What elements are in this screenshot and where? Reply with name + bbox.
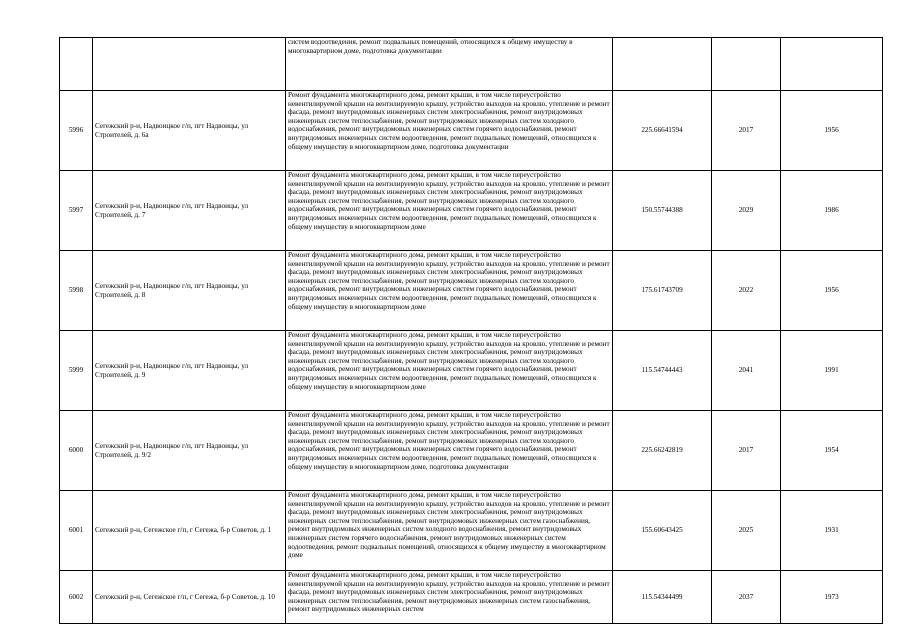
built-year-cell: 1973 — [781, 571, 883, 624]
address-cell: Сегежский р-н, Надвоицкое г/п, пгт Надвоицы, ул Строителей, д. 6а — [93, 91, 286, 171]
works-text: систем водоотведения, ремонт подвальных помещений, относящихся к общему имуществу в многоквартирном доме, подготовка документации — [288, 38, 573, 55]
row-number: 5996 — [60, 91, 93, 171]
cost-cell: 115.54344499 — [613, 571, 712, 624]
built-year-cell: 1956 — [781, 251, 883, 331]
works-cell — [286, 491, 613, 571]
works-cell — [286, 171, 613, 251]
table-row — [60, 251, 883, 331]
planned-year-cell: 2037 — [712, 571, 781, 624]
table-row — [60, 571, 883, 624]
cost-cell: 150.55744388 — [613, 171, 712, 251]
works-text: Ремонт фундамента многоквартирного дома, ремонт крыши, в том числе переустройство невентилируемой крыши на вентилируемую крышу, устройство выходов на кровлю, утепление и ремонт фасада, ремонт внутридомовых инженерных систем электроснабжения, ремонт внутридомовых инженерных систем теплоснабжения, ремонт внутридомовых инженерных систем холодного водоснабжения, ремонт внутридомовых инженерных систем горячего водоснабжения, ремонт внутридомовых инженерных систем водоотведения, ремонт подвальных помещений, относящихся к общему имуществу в многоквартирном доме, подготовка документации — [288, 411, 610, 471]
address-cell: Сегежский р-н, Надвоицкое г/п, пгт Надвоицы, ул Строителей, д. 9 — [93, 331, 286, 411]
capital-repair-table — [59, 37, 883, 624]
address-cell: Сегежский р-н, Надвоицкое г/п, пгт Надвоицы, ул Строителей, д. 7 — [93, 171, 286, 251]
cost-cell: 115.54744443 — [613, 331, 712, 411]
table-row — [60, 38, 883, 91]
cost-cell: 225.66242819 — [613, 411, 712, 491]
works-text: Ремонт фундамента многоквартирного дома, ремонт крыши, в том числе переустройство невентилируемой крыши на вентилируемую крышу, устройство выходов на кровлю, утепление и ремонт фасада, ремонт внутридомовых инженерных систем электроснабжения, ремонт внутридомовых инженерных систем теплоснабжения, ремонт внутридомовых инженерных систем газоснабжения, ремонт внутридомовых инженерных систем — [288, 571, 610, 614]
cost-cell — [613, 38, 712, 91]
works-text: Ремонт фундамента многоквартирного дома, ремонт крыши, в том числе переустройство невентилируемой крыши на вентилируемую крышу, устройство выходов на кровлю, утепление и ремонт фасада, ремонт внутридомовых инженерных систем электроснабжения, ремонт внутридомовых инженерных систем теплоснабжения, ремонт внутридомовых инженерных систем газоснабжения, ремонт внутридомовых инженерных систем холодного водоснабжения, ремонт внутридомовых инженерных систем горячего водоснабжения, ремонт внутридомовых инженерных систем водоотведения, ремонт подвальных помещений, относящихся к общему имуществу в многоквартирном доме — [288, 491, 610, 560]
cost-cell: 175.61743709 — [613, 251, 712, 331]
address-cell: Сегежский р-н, Надвоицкое г/п, пгт Надвоицы, ул Строителей, д. 9/2 — [93, 411, 286, 491]
works-cell — [286, 91, 613, 171]
planned-year-cell: 2022 — [712, 251, 781, 331]
planned-year-cell: 2017 — [712, 91, 781, 171]
row-number: 5998 — [60, 251, 93, 331]
built-year-cell: 1931 — [781, 491, 883, 571]
built-year-cell: 1956 — [781, 91, 883, 171]
works-cell — [286, 38, 613, 91]
row-number: 5999 — [60, 331, 93, 411]
works-text: Ремонт фундамента многоквартирного дома, ремонт крыши, в том числе переустройство невентилируемой крыши на вентилируемую крышу, устройство выходов на кровлю, утепление и ремонт фасада, ремонт внутридомовых инженерных систем электроснабжения, ремонт внутридомовых инженерных систем теплоснабжения, ремонт внутридомовых инженерных систем холодного водоснабжения, ремонт внутридомовых инженерных систем горячего водоснабжения, ремонт внутридомовых инженерных систем водоотведения, ремонт подвальных помещений, относящихся к общему имуществу в многоквартирном доме — [288, 171, 610, 231]
address-cell: Сегежский р-н, Сегежское г/п, г Сегежа, б-р Советов, д. 1 — [93, 491, 286, 571]
built-year-cell: 1991 — [781, 331, 883, 411]
table-row — [60, 411, 883, 491]
works-text: Ремонт фундамента многоквартирного дома, ремонт крыши, в том числе переустройство невентилируемой крыши на вентилируемую крышу, устройство выходов на кровлю, утепление и ремонт фасада, ремонт внутридомовых инженерных систем электроснабжения, ремонт внутридомовых инженерных систем теплоснабжения, ремонт внутридомовых инженерных систем холодного водоснабжения, ремонт внутридомовых инженерных систем горячего водоснабжения, ремонт внутридомовых инженерных систем водоотведения, ремонт подвальных помещений, относящихся к общему имуществу в многоквартирном доме — [288, 331, 610, 391]
address-cell: Сегежский р-н, Надвоицкое г/п, пгт Надвоицы, ул Строителей, д. 8 — [93, 251, 286, 331]
planned-year-cell: 2029 — [712, 171, 781, 251]
built-year-cell — [781, 38, 883, 91]
address-cell: Сегежский р-н, Сегежское г/п, г Сегежа, б-р Советов, д. 10 — [93, 571, 286, 624]
row-number: 6000 — [60, 411, 93, 491]
built-year-cell: 1954 — [781, 411, 883, 491]
planned-year-cell: 2041 — [712, 331, 781, 411]
row-number — [60, 38, 93, 91]
works-text: Ремонт фундамента многоквартирного дома, ремонт крыши, в том числе переустройство невентилируемой крыши на вентилируемую крышу, устройство выходов на кровлю, утепление и ремонт фасада, ремонт внутридомовых инженерных систем электроснабжения, ремонт внутридомовых инженерных систем теплоснабжения, ремонт внутридомовых инженерных систем холодного водоснабжения, ремонт внутридомовых инженерных систем горячего водоснабжения, ремонт внутридомовых инженерных систем водоотведения, ремонт подвальных помещений, относящихся к общему имуществу в многоквартирном доме, подготовка документации — [288, 91, 610, 151]
row-number: 6001 — [60, 491, 93, 571]
works-cell — [286, 331, 613, 411]
cost-cell: 155.60643425 — [613, 491, 712, 571]
works-cell — [286, 571, 613, 624]
works-text: Ремонт фундамента многоквартирного дома, ремонт крыши, в том числе переустройство невентилируемой крыши на вентилируемую крышу, устройство выходов на кровлю, утепление и ремонт фасада, ремонт внутридомовых инженерных систем электроснабжения, ремонт внутридомовых инженерных систем теплоснабжения, ремонт внутридомовых инженерных систем холодного водоснабжения, ремонт внутридомовых инженерных систем горячего водоснабжения, ремонт внутридомовых инженерных систем водоотведения, ремонт подвальных помещений, относящихся к общему имуществу в многоквартирном доме — [288, 251, 610, 311]
cost-cell: 225.66641594 — [613, 91, 712, 171]
works-cell — [286, 251, 613, 331]
built-year-cell: 1986 — [781, 171, 883, 251]
table-row — [60, 331, 883, 411]
planned-year-cell: 2017 — [712, 411, 781, 491]
planned-year-cell — [712, 38, 781, 91]
planned-year-cell: 2025 — [712, 491, 781, 571]
table-row — [60, 91, 883, 171]
table-row — [60, 491, 883, 571]
row-number: 6002 — [60, 571, 93, 624]
address-cell — [93, 38, 286, 91]
row-number: 5997 — [60, 171, 93, 251]
table-row — [60, 171, 883, 251]
works-cell — [286, 411, 613, 491]
